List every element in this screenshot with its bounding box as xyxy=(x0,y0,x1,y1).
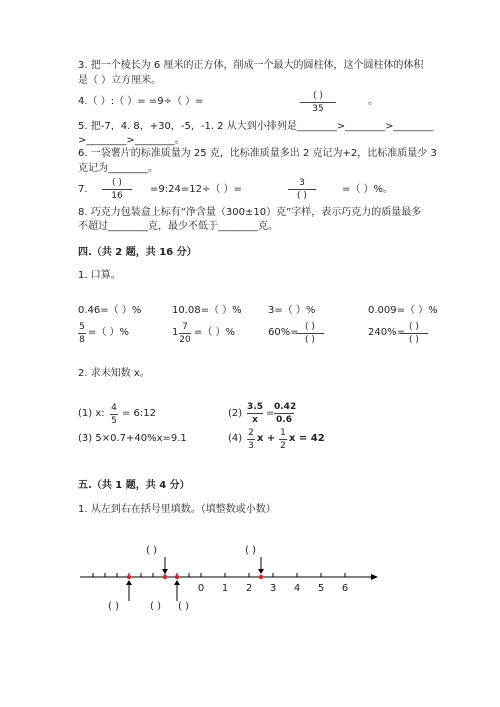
equation-2-right-num: 0.42 xyxy=(274,402,297,412)
number-line-top-blank-2: ( ) xyxy=(245,545,256,556)
number-line-arrow-bottom-1-head xyxy=(126,580,132,585)
number-line-label-4: 4 xyxy=(293,583,301,594)
q7-prefix: 7. xyxy=(78,184,88,195)
section4-q2-title: 2. 求未知数 x。 xyxy=(78,368,150,379)
q6-line2: 克记为________。 xyxy=(78,163,158,174)
oral-calc-6-fraction xyxy=(179,322,191,345)
oral-calc-5-num: 5 xyxy=(79,322,85,332)
equation-2-head: (2) xyxy=(228,408,243,419)
q3-line2: 是（ ）立方厘米。 xyxy=(78,75,162,86)
q7-frac1-bar xyxy=(102,189,132,190)
equation-4-b-num: 1 xyxy=(280,428,286,438)
number-line-arrow-top-2-head xyxy=(258,569,264,574)
number-line-arrow-top-1-head xyxy=(162,569,168,574)
number-line-label-6: 6 xyxy=(341,583,349,594)
q7-frac1-den: 16 xyxy=(111,191,123,201)
equation-1-num: 4 xyxy=(111,403,117,413)
q7-frac2-num: 3 xyxy=(299,178,305,188)
oral-calc-6-tail: =（ ）% xyxy=(194,327,236,338)
number-line-arrow-bottom-2-head xyxy=(174,580,180,585)
q8-line1: 8. 巧克力包装盒上标有“净含量（300±10）克”字样，表示巧克力的质量最多 xyxy=(78,207,422,218)
equation-4-head: (4) xyxy=(228,433,243,444)
equation-4-mid: x + xyxy=(257,433,276,444)
equation-4-b-bar xyxy=(279,439,287,440)
oral-calc-4: 0.009=（ ）% xyxy=(368,305,438,316)
number-line-arrowhead xyxy=(371,574,378,580)
equation-2-left-num: 3.5 xyxy=(247,402,263,412)
q8-line2: 不超过________克，最少不低于________克。 xyxy=(78,221,278,232)
number-line-marker-1 xyxy=(127,575,131,579)
oral-calc-8-fraction xyxy=(400,322,428,345)
equation-4-b-den: 2 xyxy=(280,441,286,451)
number-line-bottom-blank-3: ( ) xyxy=(178,601,189,612)
oral-calc-7-bar xyxy=(296,333,324,334)
oral-calc-7-den: ( ) xyxy=(305,335,315,345)
equation-4-fraction-a xyxy=(247,428,255,451)
equation-3: (3) 5×0.7+40%x=9.1 xyxy=(78,433,187,444)
equation-4-fraction-b xyxy=(279,428,287,451)
q5-line1: 5. 把-7，4. 8，+30，-5，-1. 2 从大到小排列是________>________>________ xyxy=(78,121,434,132)
oral-calc-7-head: 60%= xyxy=(268,327,299,338)
oral-calc-5-tail: =（ ）% xyxy=(88,327,130,338)
section5-heading: 五.（共 1 题，共 4 分） xyxy=(78,480,190,491)
oral-calc-8-den: ( ) xyxy=(409,335,419,345)
q4-text: 4.（ ）:（ ）= =9÷（ ）= xyxy=(78,96,204,107)
equation-1-den: 5 xyxy=(111,416,117,426)
oral-calc-6-den: 20 xyxy=(179,335,191,345)
q7-frac1-num: ( ) xyxy=(112,178,122,188)
number-line-bottom-blank-1: ( ) xyxy=(108,601,119,612)
oral-calc-8-head: 240%= xyxy=(368,327,405,338)
q7-mid: =9:24=12÷（ ）= xyxy=(150,184,242,195)
q7-fraction-2 xyxy=(288,178,316,201)
q4-frac-den: 35 xyxy=(312,104,324,114)
oral-calc-8-num: ( ) xyxy=(409,322,419,332)
number-line-label-5: 5 xyxy=(317,583,325,594)
oral-calc-5-den: 8 xyxy=(79,335,85,345)
number-line-label-3: 3 xyxy=(269,583,277,594)
oral-calc-8-bar xyxy=(400,333,428,334)
section5-q1-title: 1. 从左到右在括号里填数。（填整数或小数） xyxy=(78,504,276,515)
q5-line2: >________>________。 xyxy=(78,135,185,146)
number-line-marker-4 xyxy=(259,575,263,579)
equation-2-left-fraction xyxy=(247,402,263,425)
equation-2-right-bar xyxy=(274,413,294,414)
number-line-label-1: 1 xyxy=(221,583,229,594)
q4-fraction xyxy=(300,91,336,114)
number-line-label-0: 0 xyxy=(197,583,205,594)
q4-frac-bar xyxy=(300,102,336,103)
oral-calc-7-fraction xyxy=(296,322,324,345)
equation-1-head: (1) x: xyxy=(78,408,105,419)
q7-fraction-1 xyxy=(102,178,132,201)
number-line-bottom-blank-2: ( ) xyxy=(150,601,161,612)
oral-calc-5-fraction xyxy=(78,322,86,345)
equation-1-tail: = 6:12 xyxy=(122,408,157,419)
equation-2-left-bar xyxy=(247,413,263,414)
section4-q1-title: 1. 口算。 xyxy=(78,270,121,281)
oral-calc-6-whole: 1 xyxy=(172,327,179,338)
q3-line1: 3. 把一个棱长为 6 厘米的正方体，削成一个最大的圆柱体，这个圆柱体的体积 xyxy=(78,60,424,71)
number-line-marker-3 xyxy=(175,575,179,579)
number-line xyxy=(0,555,500,605)
equation-2-equals: = xyxy=(266,408,275,419)
q7-tail: =（ ）%。 xyxy=(342,184,394,195)
oral-calc-6-bar xyxy=(179,333,191,334)
oral-calc-1: 0.46=（ ）% xyxy=(78,305,142,316)
equation-2-right-den: 0.6 xyxy=(276,415,292,425)
number-line-top-blank-1: ( ) xyxy=(146,545,157,556)
equation-4-tail: x = 42 xyxy=(289,433,325,444)
oral-calc-3: 3=（ ）% xyxy=(268,305,316,316)
equation-4-a-num: 2 xyxy=(248,428,254,438)
q4-tail: 。 xyxy=(368,96,378,107)
oral-calc-2: 10.08=（ ）% xyxy=(172,305,242,316)
equation-1-bar xyxy=(110,414,118,415)
q6-line1: 6. 一袋薯片的标准质量为 25 克，比标准质量多出 2 克记为+2，比标准质量少 3 xyxy=(78,148,437,159)
number-line-marker-2 xyxy=(163,575,167,579)
number-line-label-2: 2 xyxy=(245,583,253,594)
section4-heading: 四.（共 2 题，共 16 分） xyxy=(78,247,197,258)
q7-frac2-bar xyxy=(288,189,316,190)
equation-4-a-den: 3 xyxy=(248,441,254,451)
equation-2-right-fraction xyxy=(274,402,297,425)
equation-1-fraction xyxy=(110,403,118,426)
oral-calc-6-num: 7 xyxy=(182,322,188,332)
oral-calc-7-num: ( ) xyxy=(305,322,315,332)
q7-frac2-den: ( ) xyxy=(297,191,307,201)
equation-2-left-den: x xyxy=(252,415,258,425)
equation-4-a-bar xyxy=(247,439,255,440)
oral-calc-5-bar xyxy=(78,333,86,334)
q4-frac-num: ( ) xyxy=(313,91,323,101)
